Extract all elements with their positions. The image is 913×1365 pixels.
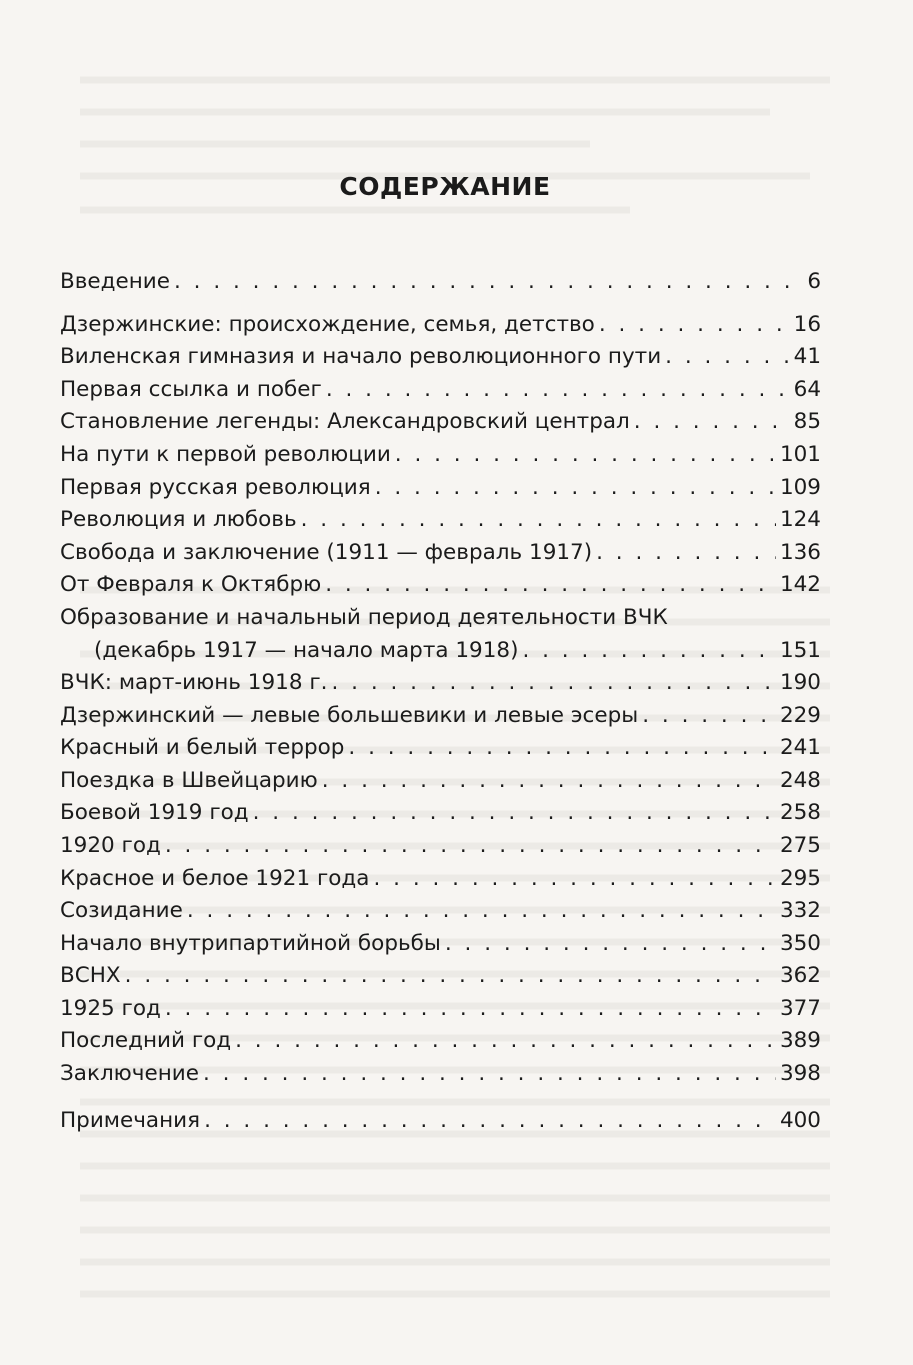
- toc-entry: [60, 830, 821, 863]
- toc-entry-title: Первая русская революция: [60, 474, 371, 500]
- dot-leader: [375, 472, 776, 505]
- toc-entry-page: 389: [779, 1028, 821, 1054]
- toc-entry: [60, 537, 821, 570]
- toc-entry-page: 151: [779, 637, 821, 663]
- toc-entry-title: Свобода и заключение (1911 — февраль 1917): [60, 539, 593, 565]
- dot-leader: [253, 797, 776, 830]
- toc-entry: [60, 765, 821, 798]
- toc-entry: [60, 472, 821, 505]
- toc-entry-page: 377: [779, 995, 821, 1021]
- toc-entry: [60, 374, 821, 407]
- table-of-contents: [60, 266, 821, 1137]
- dot-leader: [642, 700, 776, 733]
- toc-entry-page: 16: [793, 311, 821, 337]
- toc-entry: [60, 732, 821, 765]
- toc-entry-title: 1920 год: [60, 832, 161, 858]
- toc-entry-page: 64: [793, 376, 821, 402]
- page-title: СОДЕРЖАНИЕ: [339, 172, 551, 201]
- toc-entry-title: Виленская гимназия и начало революционного пути: [60, 344, 662, 370]
- dot-leader: [522, 635, 775, 668]
- toc-entry-title: Последний год: [60, 1028, 232, 1054]
- toc-entry-title: ВСНХ: [60, 963, 121, 989]
- toc-entry-title: На пути к первой революции: [60, 441, 391, 467]
- toc-entry-page: 190: [779, 669, 821, 695]
- dot-leader: [326, 374, 790, 407]
- toc-entry-page: 101: [779, 441, 821, 467]
- toc-entry: [60, 266, 821, 299]
- dot-leader: [322, 765, 776, 798]
- dot-leader: [165, 993, 776, 1026]
- dot-leader: [445, 928, 776, 961]
- dot-leader: [203, 1058, 776, 1091]
- toc-entry-page: 229: [779, 702, 821, 728]
- dot-leader: [125, 960, 776, 993]
- toc-entry-title: Поездка в Швейцарию: [60, 767, 318, 793]
- toc-entry-title: Первая ссылка и побег: [60, 376, 322, 402]
- toc-entry-page: 295: [779, 865, 821, 891]
- dot-leader: [325, 569, 776, 602]
- dot-leader: [596, 537, 776, 570]
- toc-entry-page: 6: [807, 269, 821, 294]
- toc-entry-page: 241: [779, 735, 821, 761]
- toc-entry-title: Примечания: [60, 1107, 201, 1133]
- toc-entry-page: 136: [779, 539, 821, 565]
- toc-entry-page: 400: [779, 1107, 821, 1133]
- toc-entry-title: Дзержинский — левые большевики и левые эсеры: [60, 702, 639, 728]
- toc-entry-title: ВЧК: март-июнь 1918 г.: [60, 669, 328, 695]
- dot-leader: [204, 1105, 776, 1138]
- toc-entry-page: 350: [779, 930, 821, 956]
- toc-entry: [60, 928, 821, 961]
- dot-leader: [187, 895, 776, 928]
- toc-entry: [60, 309, 821, 342]
- toc-entry-page: 85: [793, 409, 821, 435]
- toc-entry: [60, 602, 821, 667]
- toc-entry-title: От Февраля к Октябрю: [60, 572, 322, 598]
- toc-entry-title: Боевой 1919 год: [60, 800, 249, 826]
- dot-leader: [395, 439, 776, 472]
- toc-entry-title: Красное и белое 1921 года: [60, 865, 370, 891]
- toc-entry: [60, 569, 821, 602]
- dot-leader: [174, 266, 803, 299]
- toc-entry: [60, 960, 821, 993]
- toc-entry-page: 275: [779, 832, 821, 858]
- toc-entry-title-line2: (декабрь 1917 — начало марта 1918): [94, 637, 519, 663]
- toc-entry: [60, 406, 821, 439]
- dot-leader: [235, 1025, 776, 1058]
- toc-entry-title: Революция и любовь: [60, 507, 297, 533]
- toc-entry-page: 248: [779, 767, 821, 793]
- dot-leader: [373, 863, 775, 896]
- dot-leader: [331, 667, 775, 700]
- toc-entry: [60, 504, 821, 537]
- toc-entry: [60, 439, 821, 472]
- toc-entry-page: 332: [779, 898, 821, 924]
- toc-entry: [60, 797, 821, 830]
- toc-entry-title: Дзержинские: происхождение, семья, детство: [60, 311, 595, 337]
- dot-leader: [348, 732, 776, 765]
- toc-entry-title: Красный и белый террор: [60, 735, 345, 761]
- toc-entry-page: 109: [779, 474, 821, 500]
- toc-entry-page: 142: [779, 572, 821, 598]
- toc-entry: [60, 700, 821, 733]
- dot-leader: [634, 406, 790, 439]
- toc-entry-page: 124: [779, 507, 821, 533]
- dot-leader: [665, 341, 789, 374]
- toc-entry-title: Заключение: [60, 1061, 199, 1087]
- toc-entry: [60, 1105, 821, 1138]
- toc-entry: [60, 667, 821, 700]
- toc-entry: [60, 1058, 821, 1091]
- toc-entry: [60, 895, 821, 928]
- toc-entry-title: Начало внутрипартийной борьбы: [60, 930, 441, 956]
- toc-entry-continuation: [60, 635, 821, 668]
- toc-entry: [60, 993, 821, 1026]
- dot-leader: [301, 504, 776, 537]
- toc-entry: [60, 1025, 821, 1058]
- toc-entry-page: 258: [779, 800, 821, 826]
- toc-entry-page: 41: [793, 344, 821, 370]
- toc-entry-page: 398: [779, 1061, 821, 1087]
- toc-entry-title: Образование и начальный период деятельности ВЧК: [60, 604, 668, 630]
- dot-leader: [599, 309, 790, 342]
- toc-entry-title: Созидание: [60, 898, 183, 924]
- toc-entry-title: Введение: [60, 269, 170, 294]
- toc-entry-title: 1925 год: [60, 995, 161, 1021]
- toc-entry: [60, 863, 821, 896]
- toc-entry-title: Становление легенды: Александровский централ: [60, 409, 630, 435]
- toc-entry-page: 362: [779, 963, 821, 989]
- toc-entry: [60, 341, 821, 374]
- dot-leader: [165, 830, 776, 863]
